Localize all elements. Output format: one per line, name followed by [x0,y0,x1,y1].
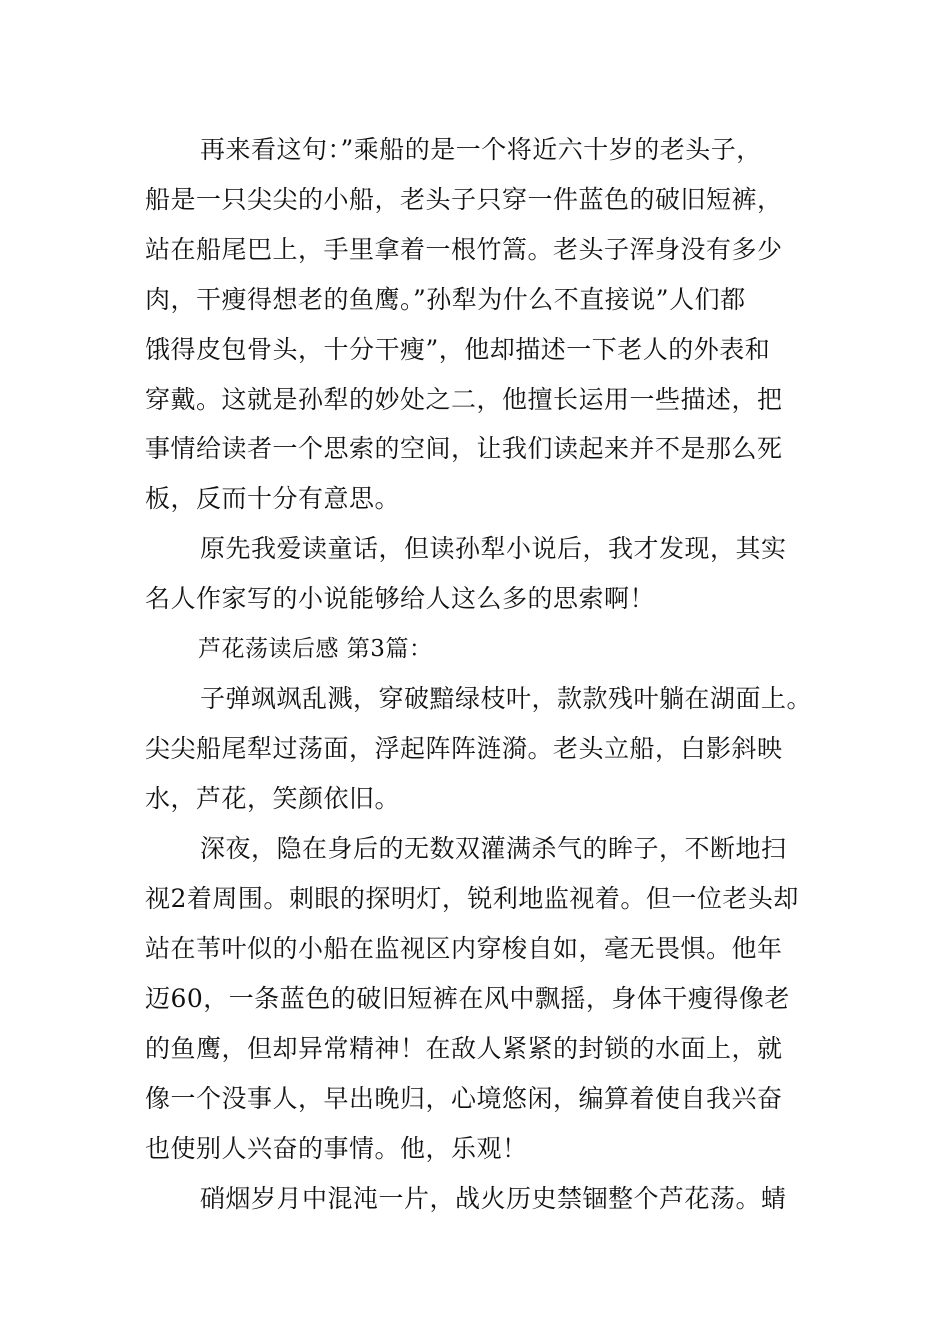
text-line: 饿得皮包骨头，十分干瘦”，他却描述一下老人的外表和 [145,335,771,364]
text-line: 的鱼鹰，但却异常精神！在敌人紧紧的封锁的水面上，就 [145,1034,783,1063]
text-line: 板，反而十分有意思。 [145,484,401,513]
text-line: 也使别人兴奋的事情。他，乐观！ [145,1134,528,1163]
text-line: 船是一只尖尖的小船，老头子只穿一件蓝色的破旧短裤， [145,185,783,214]
text-line: 硝烟岁月中混沌一片，战火历史禁锢整个芦花荡。蜻 [200,1184,787,1213]
text-line: 深夜，隐在身后的无数双灌满杀气的眸子，不断地扫 [200,834,787,863]
text-line: 尖尖船尾犁过荡面，浮起阵阵涟漪。老头立船，白影斜映 [145,734,783,763]
text-line: 像一个没事人，早出晚归，心境悠闲，编算着使自我兴奋 [145,1084,783,1113]
text-line: 站在船尾巴上，手里拿着一根竹篙。老头子浑身没有多少 [145,235,783,264]
text-line: 事情给读者一个思索的空间，让我们读起来并不是那么死 [145,434,783,463]
text-line: 水，芦花，笑颜依旧。 [145,784,401,813]
text-line: 站在苇叶似的小船在监视区内穿梭自如，毫无畏惧。他年 [145,934,783,963]
section-heading: 芦花荡读后感 第3篇： [198,636,433,662]
text-line: 子弹飒飒乱溅，穿破黯绿枝叶，款款残叶躺在湖面上。 [200,684,813,713]
text-line: 迈60，一条蓝色的破旧短裤在风中飘摇，身体干瘦得像老 [145,984,790,1013]
text-line: 名人作家写的小说能够给人这么多的思索啊！ [145,584,656,613]
text-line: 再来看这句：”乘船的是一个将近六十岁的老头子， [200,135,762,164]
text-line: 穿戴。这就是孙犁的妙处之二，他擅长运用一些描述，把 [145,385,783,414]
text-line: 视2着周围。刺眼的探明灯，锐利地监视着。但一位老头却 [145,884,799,913]
text-line: 原先我爱读童话，但读孙犁小说后，我才发现，其实 [200,534,787,563]
text-line: 肉，干瘦得想老的鱼鹰。”孙犁为什么不直接说”人们都 [145,285,746,314]
